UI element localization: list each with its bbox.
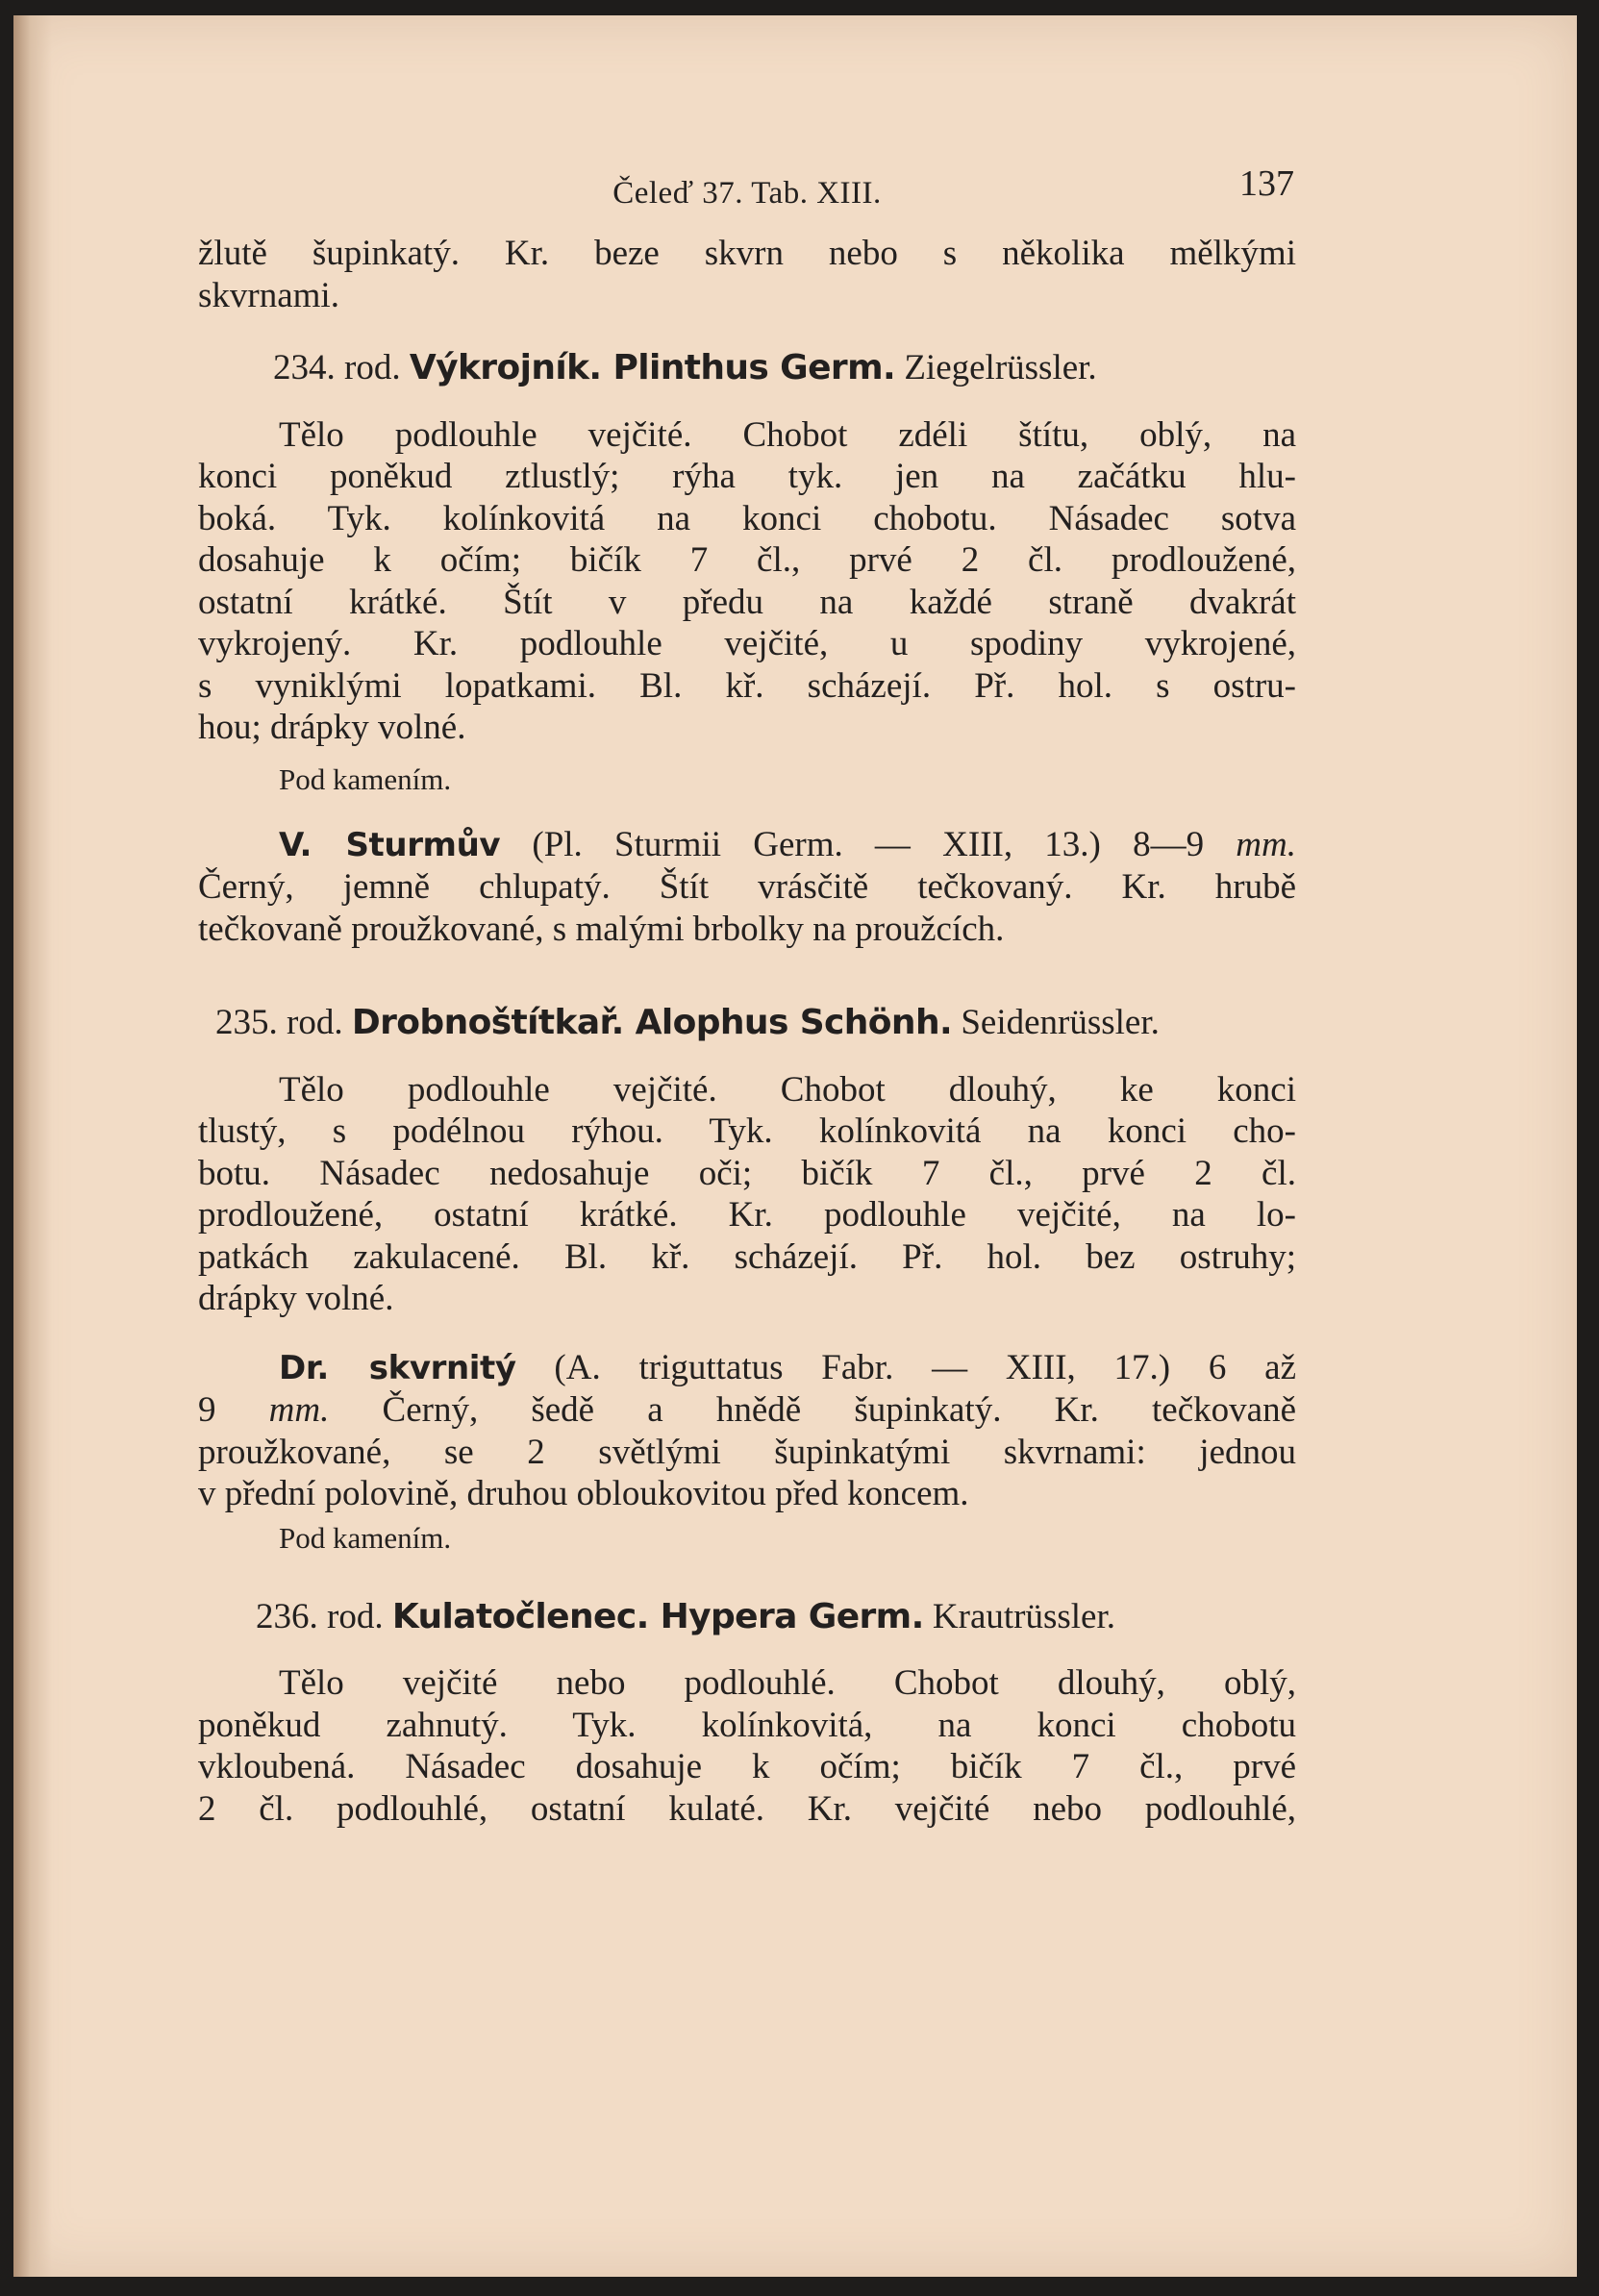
text-line: ostatní krátké. Štít v předu na každé straně dvakrát [198, 582, 1296, 622]
genus-description-234 [198, 414, 1296, 749]
habitat-note: Pod kamením. [279, 1520, 452, 1555]
genus-name: Kulatočlenec. Hypera Germ. [391, 1596, 924, 1636]
species-second-line [198, 1389, 1296, 1432]
text-line: hou; drápky volné. [198, 708, 466, 747]
text-line: v přední polovině, druhou obloukovitou před koncem. [198, 1474, 969, 1513]
page-header [198, 163, 1296, 221]
species-detail: (A. triguttatus Fabr. — XIII, 17.) 6 až [515, 1347, 1296, 1387]
species-first-line [198, 1347, 1296, 1390]
genus-heading-235 [215, 1002, 1296, 1044]
species-entry-skvrnity [198, 1347, 1296, 1515]
text-line: patkách zakulacené. Bl. kř. scházejí. Př. hol. bez ostruhy; [198, 1236, 1296, 1277]
text-line: Tělo vejčité nebo podlouhlé. Chobot dlouhý, oblý, [279, 1663, 1296, 1703]
genus-heading-236 [256, 1596, 1296, 1638]
species-entry-sturmuv [198, 824, 1296, 951]
genus-german-name: Ziegelrüssler. [904, 348, 1097, 387]
size-units: mm. [1236, 824, 1296, 864]
habitat-note: Pod kamením. [279, 761, 452, 796]
text-line: vkloubená. Násadec dosahuje k očím; bičík 7 čl., prvé [198, 1747, 1296, 1786]
species-first-line [198, 824, 1296, 867]
text-line: žlutě šupinkatý. Kr. beze skvrn nebo s několika mělkými [198, 234, 1296, 273]
text-line: 2 čl. podlouhlé, ostatní kulaté. Kr. vejčité nebo podlouhlé, [198, 1788, 1296, 1829]
text-line: boká. Tyk. kolínkovitá na konci chobotu. Násadec sotva [198, 498, 1296, 538]
genus-heading-234 [273, 347, 1296, 389]
book-spine-shadow [13, 15, 52, 2277]
genus-name: Drobnoštítkař. Alophus Schönh. [351, 1003, 953, 1042]
species-name: Dr. skvrnitý [279, 1348, 516, 1387]
text-line: poněkud zahnutý. Tyk. kolínkovitá, na konci chobotu [198, 1705, 1296, 1745]
intro-paragraph [198, 233, 1296, 316]
text-line: s vyniklými lopatkami. Bl. kř. scházejí. Př. hol. s ostru- [198, 665, 1296, 706]
text-line: Černý, jemně chlupatý. Štít vrásčitě tečkovaný. Kr. hrubě [198, 867, 1296, 907]
text-line: Tělo podlouhle vejčité. Chobot zdéli štítu, oblý, na [279, 414, 1296, 455]
species-detail: (Pl. Sturmii Germ. — XIII, 13.) 8—9 [500, 824, 1237, 864]
page-content [198, 163, 1296, 1830]
text-line: botu. Násadec nedosahuje oči; bičík 7 čl., prvé 2 čl. [198, 1153, 1296, 1193]
genus-name: Výkrojník. Plinthus Germ. [409, 348, 896, 387]
text-line: skvrnami. [198, 275, 339, 315]
size-units: mm. [268, 1390, 330, 1430]
size-prefix: 9 [198, 1390, 269, 1430]
text-line: dosahuje k očím; bičík 7 čl., prvé 2 čl. prodloužené, [198, 540, 1296, 580]
genus-german-name: Krautrüssler. [932, 1596, 1116, 1636]
genus-german-name: Seidenrüssler. [961, 1003, 1160, 1042]
text-line: tečkovaně proužkované, s malými brbolky na proužcích. [198, 909, 1005, 949]
text-line: tlustý, s podélnou rýhou. Tyk. kolínkovitá na konci cho- [198, 1111, 1296, 1151]
genus-description-236 [198, 1662, 1296, 1830]
species-name: V. Sturmův [279, 825, 501, 864]
page-number: 137 [1239, 163, 1294, 204]
genus-number: 235. rod. [215, 1003, 343, 1042]
text-line: proužkované, se 2 světlými šupinkatými skvrnami: jednou [198, 1432, 1296, 1472]
text-line: vykrojený. Kr. podlouhle vejčité, u spodiny vykrojené, [198, 624, 1296, 663]
genus-number: 236. rod. [256, 1596, 384, 1636]
text-line: prodloužené, ostatní krátké. Kr. podlouhle vejčité, na lo- [198, 1195, 1296, 1235]
text-line: drápky volné. [198, 1279, 394, 1318]
running-head: Čeleď 37. Tab. XIII. [612, 176, 882, 211]
text-line: Tělo podlouhle vejčité. Chobot dlouhý, ke konci [279, 1069, 1296, 1110]
genus-description-235 [198, 1069, 1296, 1320]
genus-number: 234. rod. [273, 348, 401, 387]
text-line: konci poněkud ztlustlý; rýha tyk. jen na začátku hlu- [198, 457, 1296, 496]
species-detail: Černý, šedě a hnědě šupinkatý. Kr. tečkovaně [329, 1390, 1296, 1430]
